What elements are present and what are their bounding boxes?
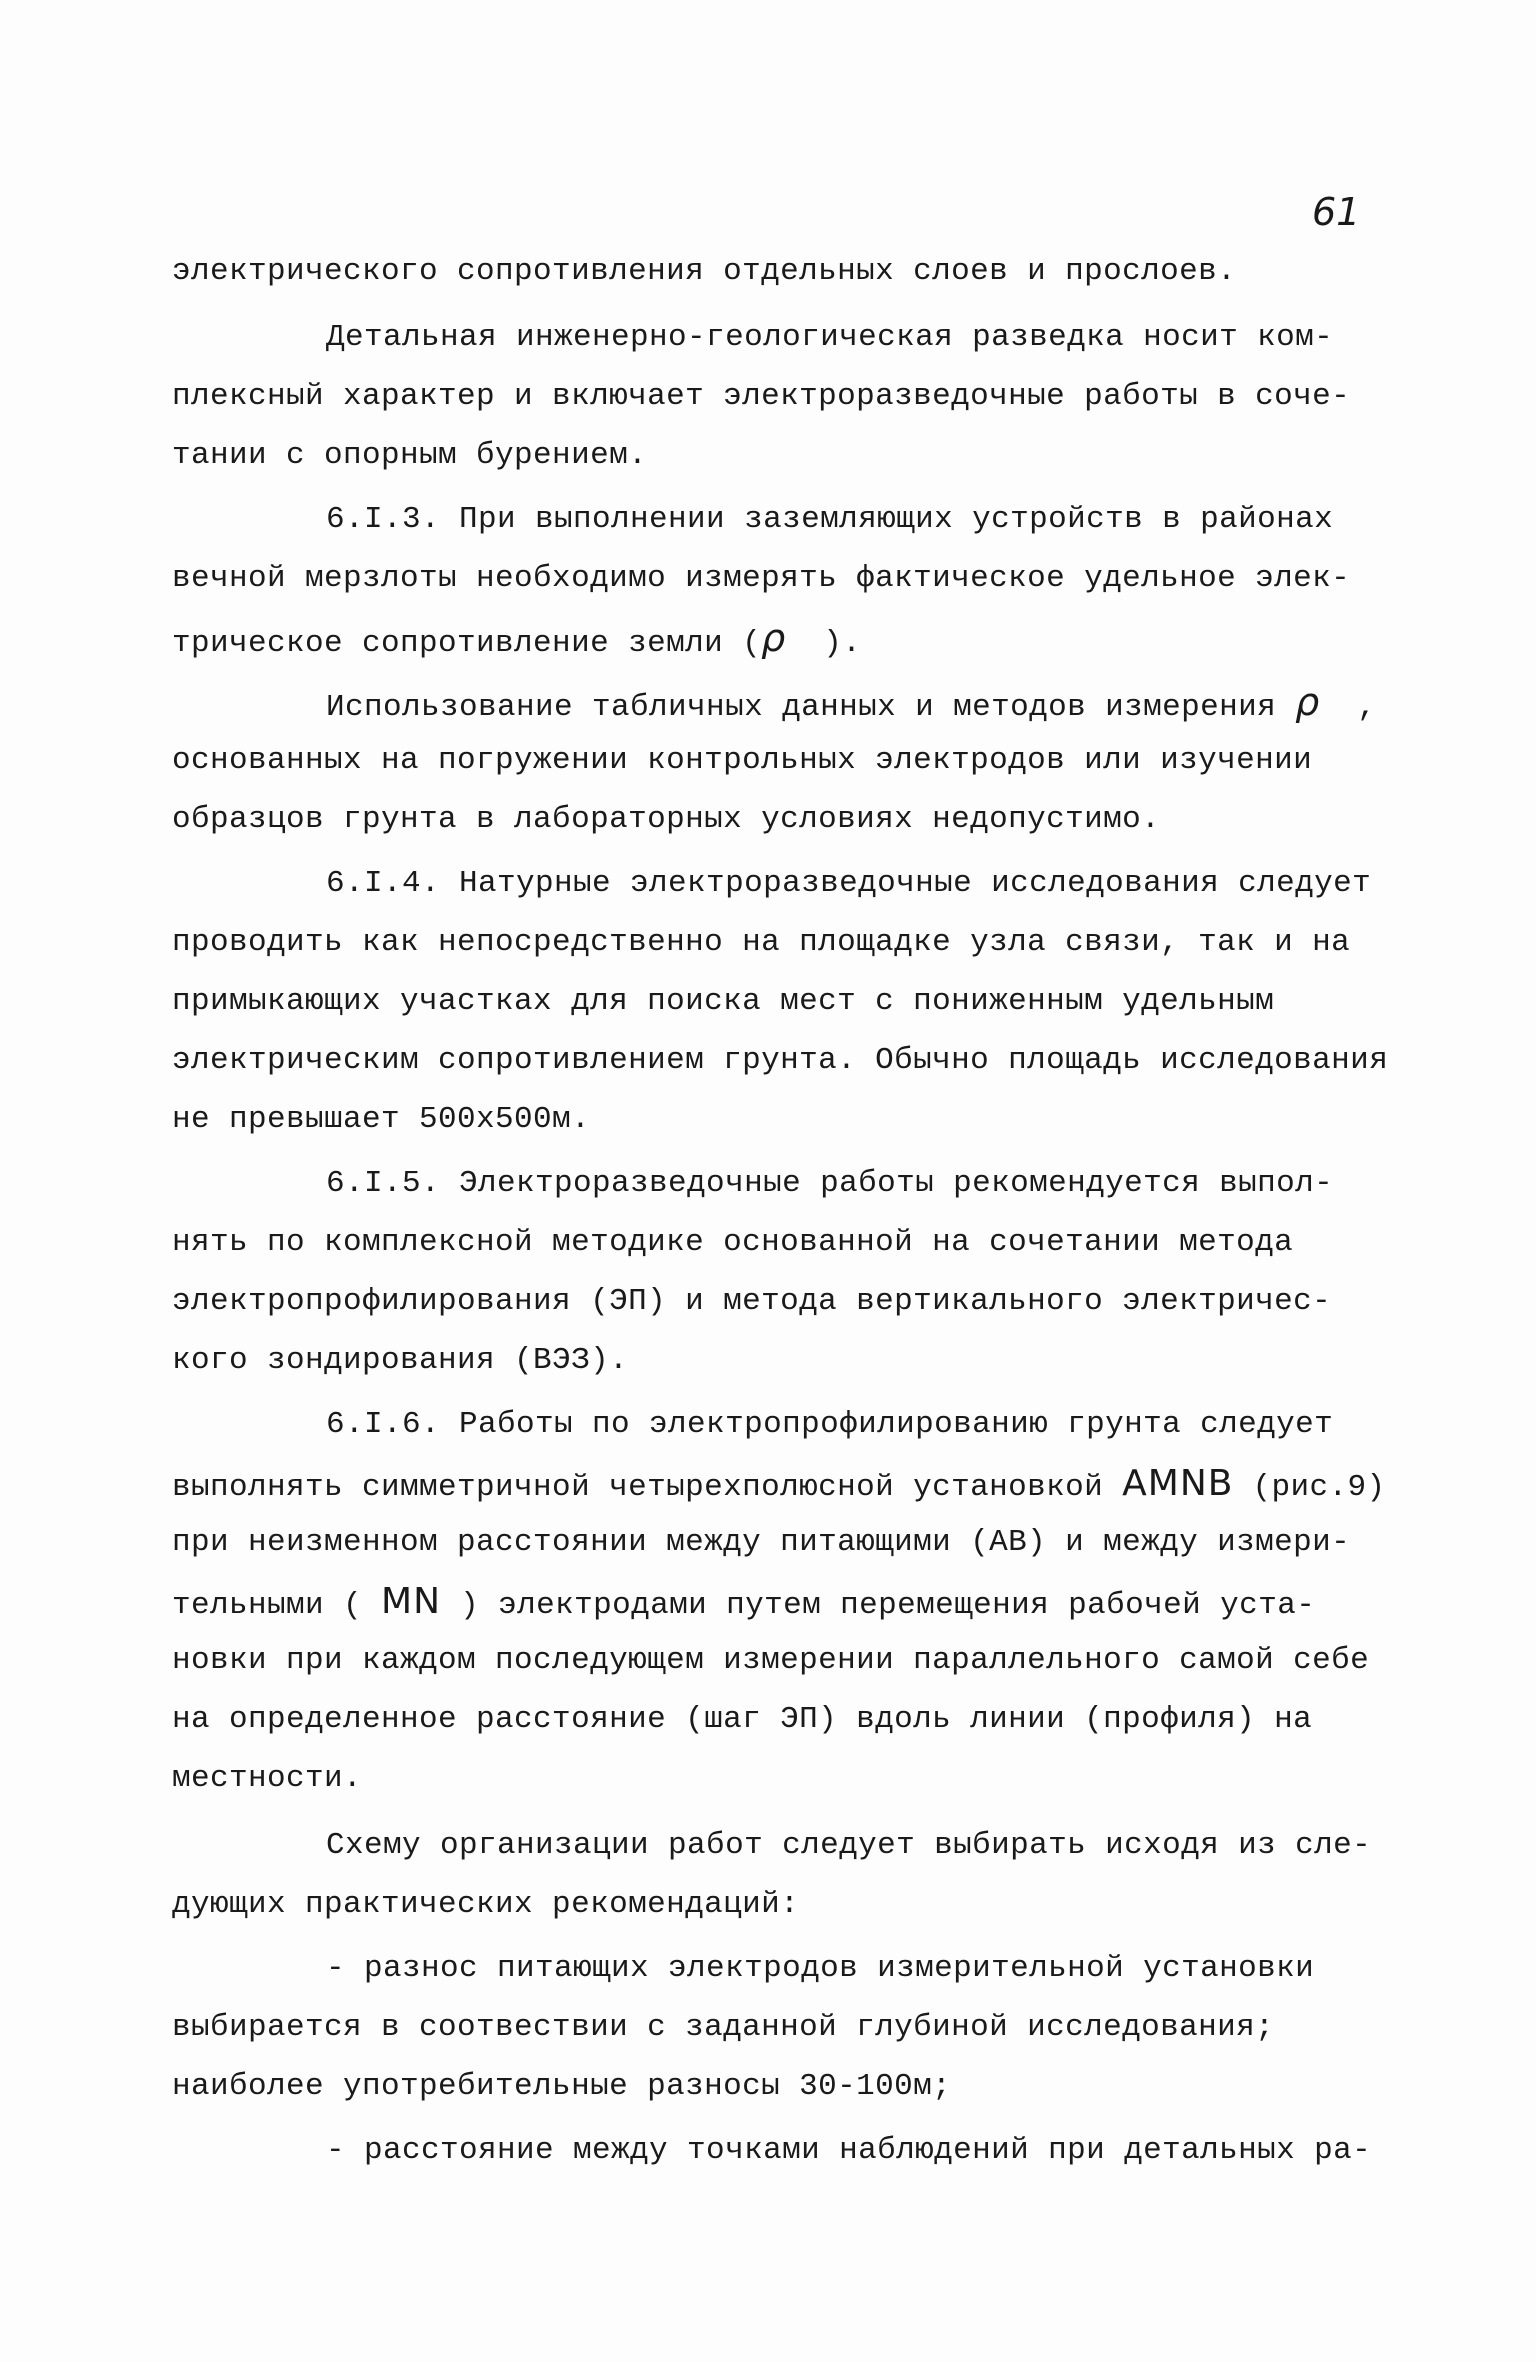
text-line: наиболее употребительные разносы 30-100м; [172, 2069, 952, 2104]
text-segment [1103, 1470, 1122, 1505]
text-segment: Использование табличных данных и методов измерения [326, 690, 1277, 725]
text-line [326, 682, 1376, 728]
text-line: выбирается в соотвествии с заданной глубиной исследования; [172, 2010, 1275, 2045]
rho-symbol: ρ [761, 616, 786, 660]
text-line: основанных на погружении контрольных электродов или изучении [172, 743, 1313, 778]
text-segment [785, 626, 823, 661]
text-line: проводить как непосредственно на площадке узла связи, так и на [172, 925, 1351, 960]
text-segment: , [1357, 690, 1377, 725]
text-line: новки при каждом последующем измерении параллельного самой себе [172, 1643, 1370, 1678]
text-line: примыкающих участках для поиска мест с пониженным удельным [172, 984, 1275, 1019]
text-segment [1276, 690, 1295, 725]
text-segment [441, 1588, 460, 1623]
text-segment: тельными ( [172, 1588, 363, 1623]
text-line: 6.I.4. Натурные электроразведочные исследования следует [326, 866, 1372, 901]
text-line: электропрофилирования (ЭП) и метода вертикального электричес- [172, 1284, 1332, 1319]
text-line: - разнос питающих электродов измерительной установки [326, 1951, 1315, 1986]
text-line: не превышает 500х500м. [172, 1102, 591, 1137]
text-line: местности. [172, 1761, 363, 1796]
mn-symbol: MN [381, 1581, 442, 1622]
text-line: 6.I.6. Работы по электропрофилированию грунта следует [326, 1407, 1334, 1442]
amnb-symbol: AMNB [1122, 1463, 1234, 1504]
text-segment [1234, 1470, 1253, 1505]
text-line [172, 1464, 1386, 1508]
text-line: нять по комплексной методике основанной на сочетании метода [172, 1225, 1294, 1260]
text-segment [362, 1588, 381, 1623]
text-line: электрическим сопротивлением грунта. Обычно площадь исследования [172, 1043, 1389, 1078]
text-line: Детальная инженерно-геологическая разведка носит ком- [326, 320, 1334, 355]
text-line: плексный характер и включает электроразведочные работы в соче- [172, 379, 1351, 414]
text-line: 6.I.5. Электроразведочные работы рекомендуется выпол- [326, 1166, 1334, 1201]
text-line: при неизменном расстоянии между питающими (АВ) и между измери- [172, 1525, 1351, 1560]
text-line: электрического сопротивления отдельных слоев и прослоев. [172, 254, 1237, 289]
text-segment: ). [823, 626, 862, 661]
text-segment: трическое сопротивление земли ( [172, 626, 762, 661]
text-line: - расстояние между точками наблюдений при детальных ра- [326, 2133, 1372, 2168]
text-line: кого зондирования (ВЭЗ). [172, 1343, 629, 1378]
text-line: дующих практических рекомендаций: [172, 1887, 800, 1922]
text-segment: (рис.9) [1252, 1470, 1386, 1505]
text-line [172, 1582, 1315, 1626]
rho-symbol: ρ [1295, 680, 1320, 724]
text-segment [1319, 690, 1357, 725]
text-line: Схему организации работ следует выбирать исходя из сле- [326, 1828, 1372, 1863]
text-line: на определенное расстояние (шаг ЭП) вдоль линии (профиля) на [172, 1702, 1313, 1737]
text-line: вечной мерзлоты необходимо измерять фактическое удельное элек- [172, 561, 1351, 596]
text-line: тании с опорным бурением. [172, 438, 648, 473]
text-segment: ) электродами путем перемещения рабочей уста- [460, 1588, 1316, 1623]
text-line: 6.I.3. При выполнении заземляющих устройств в районах [326, 502, 1334, 537]
text-line [172, 618, 861, 664]
text-line: образцов грунта в лабораторных условиях недопустимо. [172, 802, 1161, 837]
page-number: 61 [1312, 190, 1361, 234]
text-segment: выполнять симметричной четырехполюсной установкой [172, 1470, 1104, 1505]
